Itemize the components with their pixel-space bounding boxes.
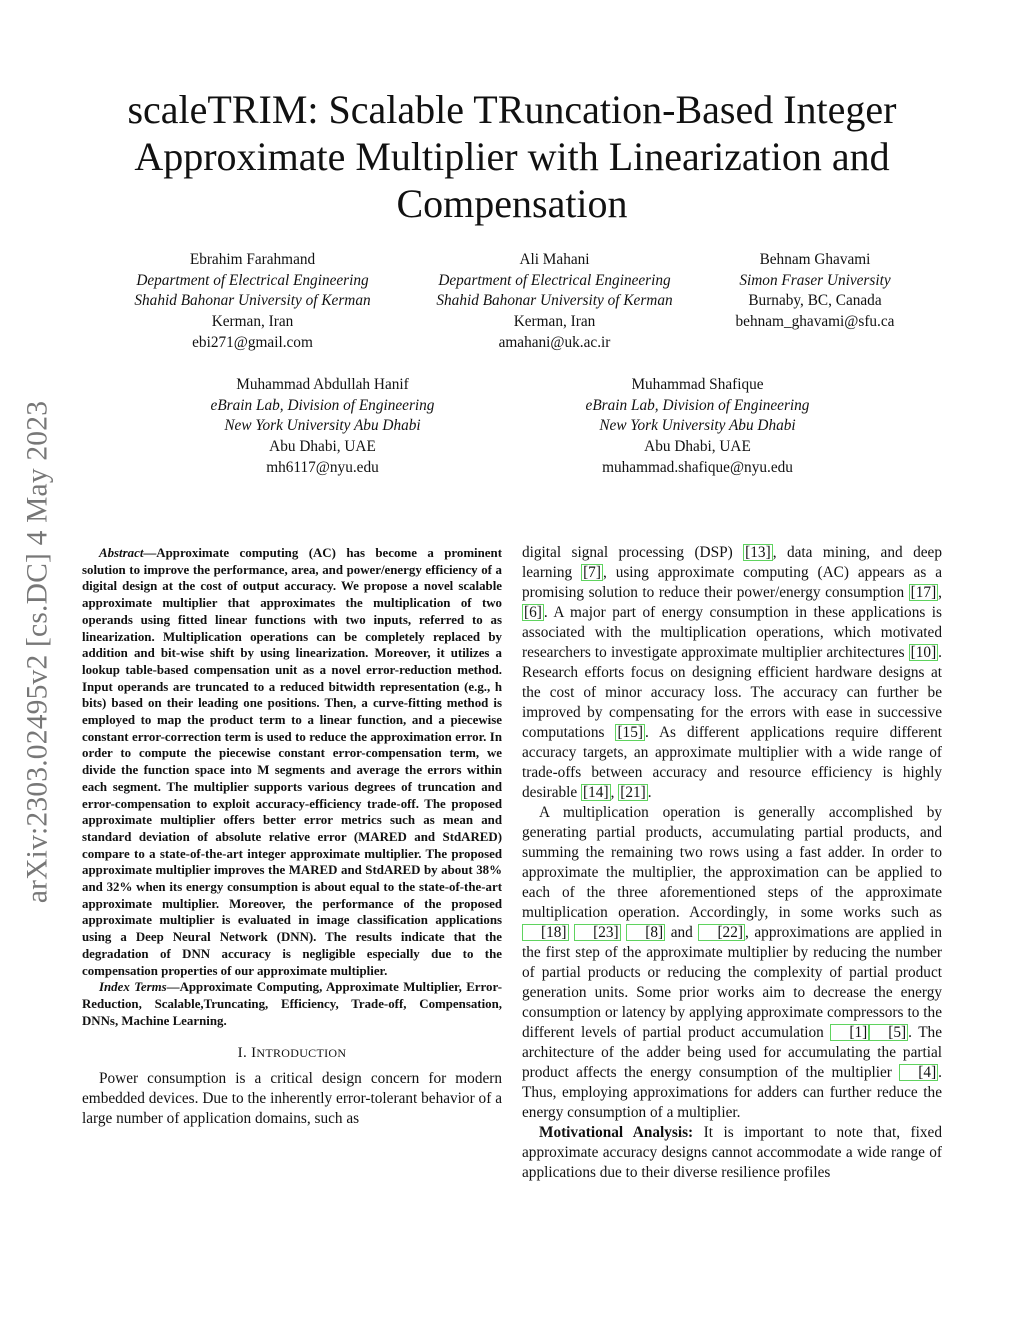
citation-link[interactable]: [21] [620, 784, 646, 801]
right-column [522, 543, 942, 1183]
citation-link[interactable]: [15] [617, 724, 643, 741]
section-cap: I [251, 1045, 257, 1062]
author-block-1 [100, 250, 405, 354]
citation-link[interactable]: [10] [910, 644, 937, 661]
citation-link[interactable]: [6] [524, 604, 542, 621]
citation-link[interactable]: [13] [745, 544, 771, 561]
section-heading [82, 1043, 502, 1063]
citation-number: 10 [915, 644, 932, 661]
index-terms-label: Index Terms [99, 980, 167, 995]
author-name: Behnam Ghavami [759, 251, 871, 268]
text-run: , [938, 584, 942, 601]
author-name: Ebrahim Farahmand [189, 251, 316, 268]
abstract [82, 545, 502, 979]
index-terms-text: —Approximate Computing, Approximate Multiplier, Error-Reduction, Scalable,Truncating, Efficiency, Trade-off, Compensation, DNNs, Machine Learning. [82, 980, 502, 1028]
author-email: muhammad.shafique@nyu.edu [602, 458, 793, 476]
author-dept: Department of Electrical Engineering [136, 271, 369, 289]
author-block-3 [705, 250, 925, 333]
paragraph-3 [522, 1123, 942, 1183]
author-email: amahani@uk.ac.ir [498, 333, 611, 351]
citation-link[interactable]: [22] [698, 924, 745, 941]
text-run: . Thus, employing approximations for adders can further reduce the energy consumption of a multiplier. [522, 1064, 942, 1121]
citation-link[interactable]: [14] [583, 784, 609, 801]
text-run: It is important to note that, fixed approximate accuracy designs cannot accommodate a wide range of applications due to their diverse resilience profiles [522, 1124, 942, 1181]
text-run: , using approximate computing (AC) appears as a promising solution to reduce their power/energy consumption [522, 564, 942, 601]
citation-number: 5 [893, 1024, 901, 1041]
author-loc: Abu Dhabi, UAE [269, 438, 376, 456]
abstract-label: Abstract [99, 546, 144, 560]
arxiv-stamp-text: arXiv:2303.02495v2 [cs.DC] 4 May 2023 [21, 400, 54, 904]
citation-number: 23 [598, 924, 614, 941]
author-dept: eBrain Lab, Division of Engineering [210, 396, 435, 414]
author-inst: Shahid Bahonar University of Kerman [436, 292, 673, 310]
paragraph-1 [522, 543, 942, 803]
author-block-2 [402, 250, 707, 354]
author-email: mh6117@nyu.edu [266, 458, 379, 476]
author-loc: Kerman, Iran [211, 313, 294, 331]
arxiv-stamp [18, 352, 58, 952]
citation-number: 17 [915, 584, 932, 601]
citation-number: 6 [529, 604, 537, 621]
citation-link[interactable]: [1] [830, 1024, 869, 1041]
citation-link[interactable]: [4] [899, 1064, 938, 1081]
citation-number: 8 [650, 924, 659, 941]
author-block-5 [545, 375, 850, 479]
citation-number: 22 [722, 924, 738, 941]
text-run: and [665, 924, 699, 941]
section-number: I. [237, 1045, 252, 1062]
section-rest: NTRODUCTION [256, 1046, 347, 1061]
citation-number: 7 [588, 564, 596, 581]
citation-number: 13 [750, 544, 766, 561]
citation-link[interactable]: [8] [626, 924, 665, 941]
author-inst: New York University Abu Dhabi [224, 417, 421, 435]
text-run: digital signal processing (DSP) [522, 544, 744, 561]
author-loc: Kerman, Iran [513, 313, 596, 331]
author-name: Muhammad Abdullah Hanif [236, 376, 409, 393]
citation-link[interactable]: [18] [522, 924, 569, 941]
citation-number: 15 [622, 724, 638, 741]
author-dept: eBrain Lab, Division of Engineering [585, 396, 810, 414]
author-inst: Shahid Bahonar University of Kerman [134, 292, 371, 310]
citation-number: 18 [546, 924, 562, 941]
citation-number: 14 [588, 784, 604, 801]
author-loc: Abu Dhabi, UAE [644, 438, 751, 456]
text-run: . [647, 784, 652, 801]
index-terms [82, 979, 502, 1029]
paragraph-2 [522, 803, 942, 1123]
text-run: . The architecture of the adder being used for accumulating the partial product affects the energy consumption of the multiplier [522, 1024, 942, 1081]
abstract-text: —Approximate computing (AC) has become a prominent solution to improve the performance, area, and power/energy efficiency of a digital design at the cost of output accuracy. We propose a novel scalable approximate multiplier that approximates the multiplication of two operands using fitted linear functions with two inputs, referred to as linearization. Multiplication operations can be completely replaced by addition and bit-wise shift by using linearization. Moreover, it utilizes a lookup table-based compensation unit as a novel error-reduction method. Input operands are truncated to a reduced bitwidth representation (e.g., h bits) based on their leading one positions. Then, a curve-fitting method is employed to map the product term to a linear function, and a piecewise constant error-correction term is used to reduce the approximation error. In order to compute the piecewise constant error-compensation term, we divide the function space into M segments and average the errors within each segment. The multiplier supports various degrees of truncation and error-compensation to exploit accuracy-efficiency trade-off. The proposed approximate multiplier offers better error metrics such as mean and standard deviation of absolute relative error (MARED and StdARED) compare to a state-of-the-art integer approximate multiplier. The proposed approximate multiplier improves the MARED and StdARED by about 38% and 32% when its energy consumption is about equal to the state-of-the-art approximate multiplier. Moreover, the performance of the proposed approximate multiplier is evaluated in image classification applications using a Deep Neural Network (DNN). The results indicate that the degradation of DNN accuracy is negligible especially due to the compensation properties of our approximate multiplier. [82, 546, 502, 978]
left-column [82, 545, 502, 1129]
author-email: ebi271@gmail.com [192, 333, 313, 351]
text-run: . A major part of energy consumption in these applications is associated with the multiplication operations, which motivated researchers to investigate approximate multiplier architectures [522, 604, 942, 661]
paper-title: scaleTRIM: Scalable TRuncation-Based Integer Approximate Multiplier with Linearization and Compensation [127, 87, 897, 226]
text-run: . As different applications require different accuracy targets, an approximate multiplier with a wide range of trade-offs between accuracy and resource efficiency is highly desirable [522, 724, 942, 801]
motivational-label: Motivational Analysis: [539, 1124, 694, 1141]
citation-link[interactable]: [5] [869, 1024, 908, 1041]
citation-number: 21 [625, 784, 641, 801]
text-run: A multiplication operation is generally accomplished by generating partial products, accumulating partial products, and summing the remaining two rows using a fast adder. In order to approximate the multiplier, the approximation can be applied to each of the three aforementioned steps of the approximate multiplication operation. Accordingly, in some works such as [522, 804, 942, 921]
text-run: , [610, 784, 619, 801]
author-loc: Burnaby, BC, Canada [748, 292, 882, 310]
author-block-4 [170, 375, 475, 479]
intro-paragraph: Power consumption is a critical design concern for modern embedded devices. Due to the inherently error-tolerant behavior of a large number of application domains, such as [82, 1070, 502, 1128]
author-inst: New York University Abu Dhabi [599, 417, 796, 435]
author-name: Muhammad Shafique [631, 376, 764, 393]
author-name: Ali Mahani [519, 251, 590, 268]
citation-link[interactable]: [23] [574, 924, 621, 941]
citation-number: 4 [923, 1064, 932, 1081]
text-run: . Research efforts focus on designing efficient hardware designs at the cost of minor accuracy loss. The accuracy can further be improved by compensating for the errors with ease in successive computations [522, 644, 942, 741]
author-email: behnam_ghavami@sfu.ca [735, 313, 895, 331]
author-inst: Simon Fraser University [739, 271, 891, 289]
citation-link[interactable]: [7] [583, 564, 601, 581]
text-run: , data mining, and deep learning [522, 544, 942, 581]
citation-number: 1 [854, 1024, 863, 1041]
citation-link[interactable]: [17] [910, 584, 937, 601]
author-dept: Department of Electrical Engineering [438, 271, 671, 289]
text-run: , approximations are applied in the first step of the approximate multiplier by reducing the number of partial products or reducing the complexity of partial product generation units. Some prior works aim to decrease the energy consumption or latency by applying approximate compressors to the different levels of partial product accumulation [522, 924, 942, 1041]
